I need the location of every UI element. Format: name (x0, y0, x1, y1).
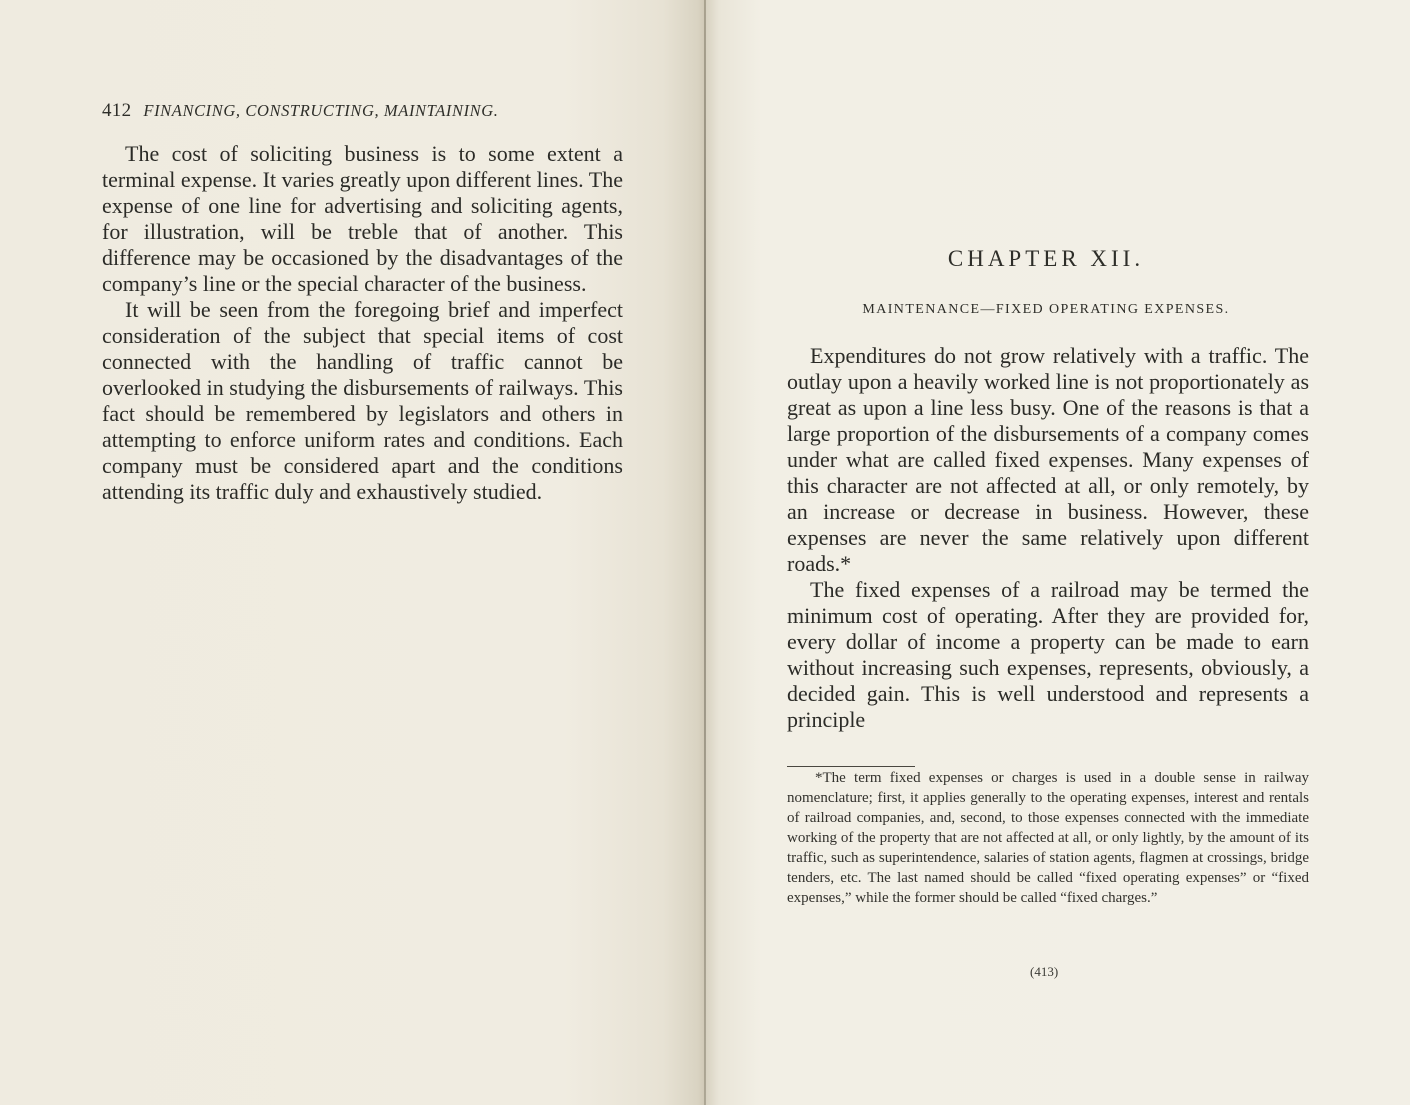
right-body-text (787, 343, 1309, 733)
chapter-title: MAINTENANCE—FIXED OPERATING EXPENSES. (862, 302, 1230, 317)
book-gutter (704, 0, 706, 1105)
paragraph: Expenditures do not grow relatively with a traffic. The outlay upon a heavily worked line is not proportionately as great as upon a line less busy. One of the reasons is that a large proportion of the disbursements of a company comes under what are called fixed expenses. Many expenses of this character are not affected at all, or only remotely, by an increase or decrease in business. However, these expenses are never the same relatively upon different roads.* (787, 343, 1309, 576)
footnote (787, 768, 1309, 908)
page-number: 412 (102, 100, 132, 121)
page-number-footer: (413) (1030, 964, 1059, 979)
left-body-text (102, 141, 623, 505)
chapter-number: CHAPTER XII. (947, 246, 1145, 271)
paragraph: The fixed expenses of a railroad may be termed the minimum cost of operating. After they are provided for, every dollar of income a property can be made to earn without increasing such expenses, represents, obviously, a decided gain. This is well understood and represents a principle (787, 577, 1309, 732)
running-head-title: FINANCING, CONSTRUCTING, MAINTAINING. (143, 101, 499, 120)
footnote-text: *The term fixed expenses or charges is used in a double sense in railway nomenclature; first, it applies generally to the operating expenses, interest and rentals of railroad companies, and, second, to those expenses connected with the immediate working of the property that are not affected at all, or only lightly, by the amount of its traffic, such as superintendence, salaries of station agents, flagmen at crossings, bridge tenders, etc. The last named should be called “fixed operating expenses” or “fixed expenses,” while the former should be called “fixed charges.” (787, 770, 1309, 906)
running-head (102, 100, 499, 122)
paragraph: It will be seen from the foregoing brief and imperfect consideration of the subject that special items of cost connected with the handling of traffic cannot be overlooked in studying the disbursements of railways. This fact should be remembered by legislators and others in attempting to enforce uniform rates and conditions. Each company must be considered apart and the conditions attending its traffic duly and exhaustively studied. (102, 297, 623, 504)
footnote-rule (787, 766, 915, 767)
paragraph: The cost of soliciting business is to some extent a terminal expense. It varies greatly upon different lines. The expense of one line for advertising and soliciting agents, for illustration, will be treble that of another. This difference may be occasioned by the disadvantages of the company’s line or the special character of the business. (102, 141, 623, 296)
